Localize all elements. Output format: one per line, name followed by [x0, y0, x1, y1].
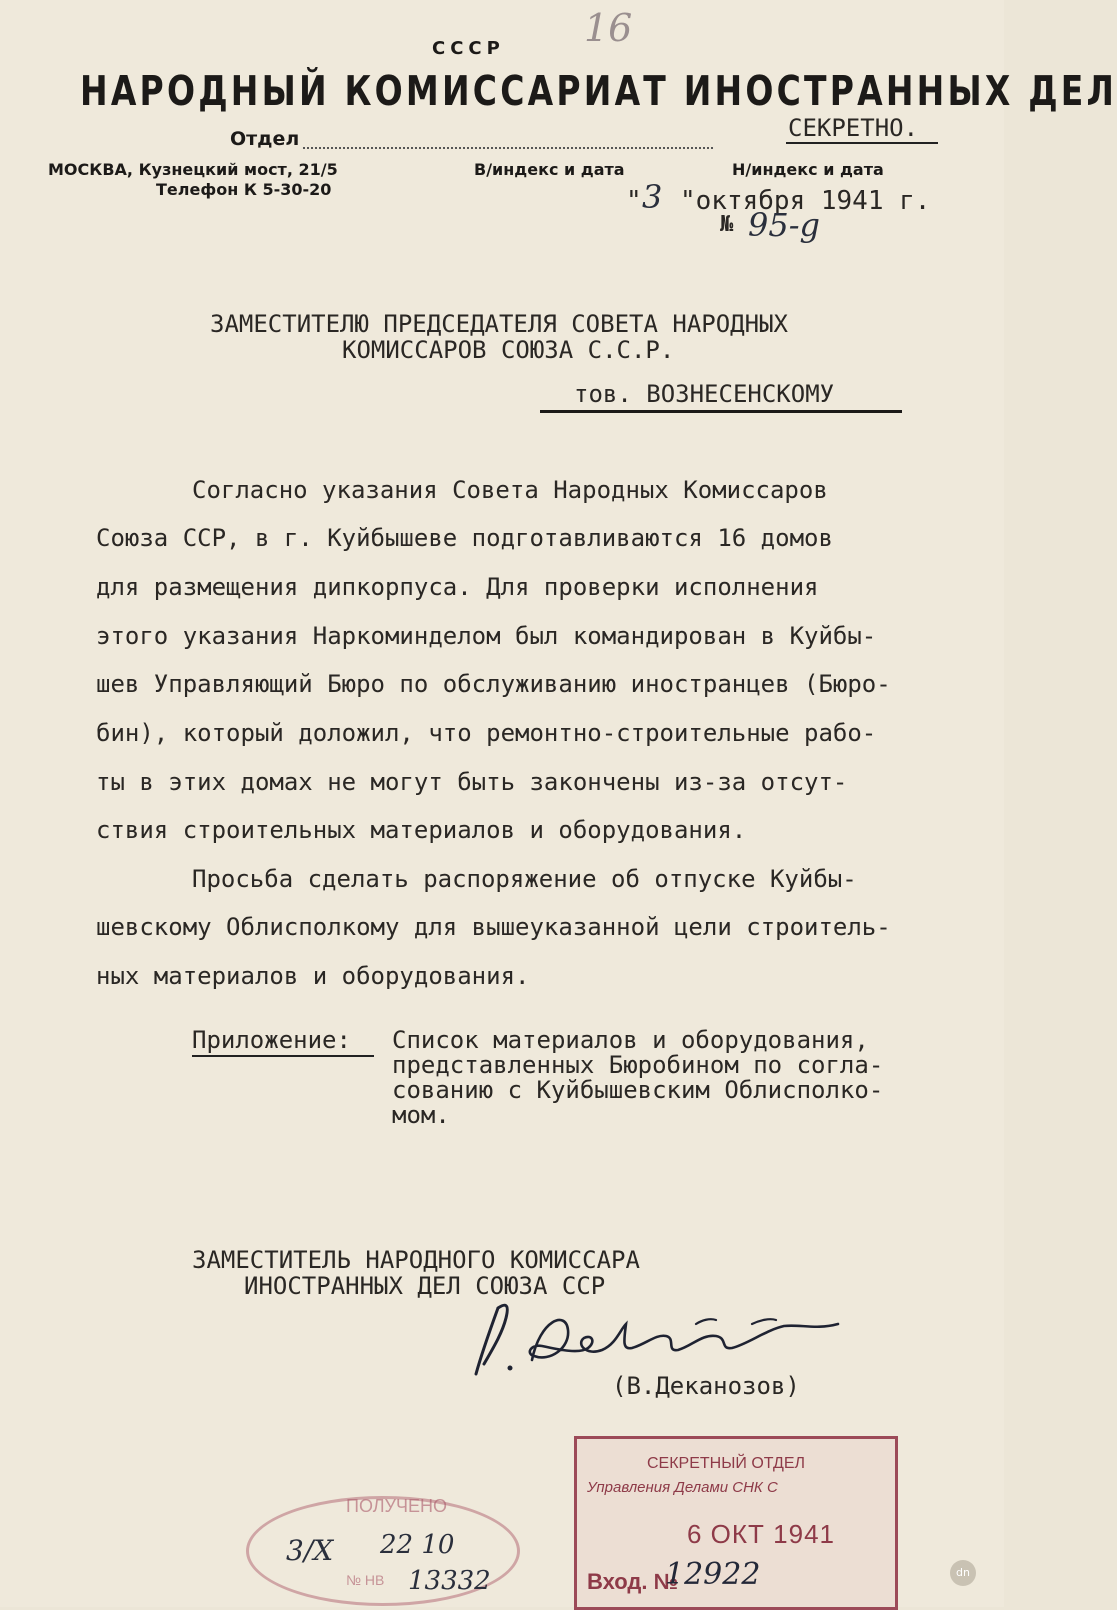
- watermark-logo: dn: [950, 1560, 976, 1586]
- addressee-line-1: ЗАМЕСТИТЕЛЮ ПРЕДСЕДАТЕЛЯ СОВЕТА НАРОДНЫХ: [210, 310, 788, 338]
- letterhead-ministry: НАРОДНЫЙ КОМИССАРИАТ ИНОСТРАННЫХ ДЕЛ: [80, 66, 1117, 115]
- date-month-year: "октября 1941 г.: [680, 186, 931, 216]
- stamp-title: СЕКРЕТНЫЙ ОТДЕЛ: [647, 1455, 806, 1472]
- body-line: для размещения дипкорпуса. Для проверки исполнения: [96, 573, 819, 601]
- signatory-title-2: ИНОСТРАННЫХ ДЕЛ СОЮЗА ССР: [244, 1272, 606, 1300]
- received-stamp-number-label: № НВ: [346, 1572, 385, 1588]
- stamp-subtitle: Управления Делами СНК С: [587, 1479, 778, 1496]
- body-line: ствия строительных материалов и оборудования.: [96, 816, 747, 844]
- body-line: шев Управляющий Бюро по обслуживанию иностранцев (Бюро-: [96, 670, 891, 698]
- addressee-name: тов. ВОЗНЕСЕНСКОМУ: [574, 380, 835, 408]
- incoming-index-label: В/индекс и дата: [474, 160, 625, 179]
- received-stamp-label: ПОЛУЧЕНО: [346, 1496, 447, 1516]
- archive-mark: 16: [584, 6, 633, 50]
- body-line: шевскому Облисполкому для вышеуказанной цели строитель-: [96, 913, 891, 941]
- body-line: бин), который доложил, что ремонтно-строительные рабо-: [96, 719, 877, 747]
- date-open-quote: ": [626, 186, 642, 216]
- body-line: этого указания Наркоминделом был командирован в Куйбы-: [96, 622, 877, 650]
- outgoing-index-label: Н/индекс и дата: [732, 160, 884, 179]
- enclosure-line: Список материалов и оборудования,: [392, 1026, 869, 1054]
- document-number: 95-g: [748, 206, 821, 244]
- stamp-date: 6 ОКТ 1941: [687, 1519, 835, 1549]
- enclosure-line: сованию с Куйбышевским Облисполко-: [392, 1076, 884, 1104]
- received-time: 22 10: [380, 1530, 455, 1560]
- date-day: 3: [642, 178, 663, 216]
- letterhead-address: МОСКВА, Кузнецкий мост, 21/5: [48, 160, 338, 179]
- signature-drawing: [470, 1290, 870, 1380]
- document-number-prefix: №: [720, 212, 734, 237]
- enclosure-line: представленных Бюробином по согла-: [392, 1051, 884, 1079]
- stamp-incoming-number: 12922: [665, 1557, 761, 1592]
- received-number: 13332: [408, 1566, 491, 1596]
- secret-department-stamp: [574, 1436, 898, 1610]
- body-line: Союза ССР, в г. Куйбышеве подготавливаются 16 домов: [96, 524, 833, 552]
- handwritten-signature: [470, 1290, 870, 1380]
- signatory-name: (В.Деканозов): [612, 1372, 800, 1400]
- addressee-underline: [540, 410, 902, 413]
- enclosure-label: Приложение:: [192, 1026, 351, 1054]
- department-label: Отдел: [230, 128, 300, 150]
- received-date: 3/X: [286, 1534, 334, 1567]
- body-line: Согласно указания Совета Народных Комиссаров: [192, 476, 828, 504]
- letterhead-country: СССР: [432, 38, 505, 59]
- enclosure-line: мом.: [392, 1101, 450, 1129]
- addressee-line-2: КОМИССАРОВ СОЮЗА С.С.Р.: [342, 336, 675, 364]
- body-line: Просьба сделать распоряжение об отпуске Куйбы-: [192, 865, 857, 893]
- department-dotted-line: [303, 147, 713, 149]
- classification-mark: СЕКРЕТНО.: [788, 114, 919, 142]
- body-line: ты в этих домах не могут быть закончены из-за отсут-: [96, 768, 848, 796]
- body-line: ных материалов и оборудования.: [96, 962, 530, 990]
- signatory-title-1: ЗАМЕСТИТЕЛЬ НАРОДНОГО КОМИССАРА: [192, 1246, 640, 1274]
- classification-underline: [786, 142, 938, 144]
- letterhead-phone: Телефон К 5-30-20: [156, 180, 332, 199]
- enclosure-underline: [192, 1055, 374, 1057]
- stamp-incoming-label: Вход. №: [587, 1569, 679, 1594]
